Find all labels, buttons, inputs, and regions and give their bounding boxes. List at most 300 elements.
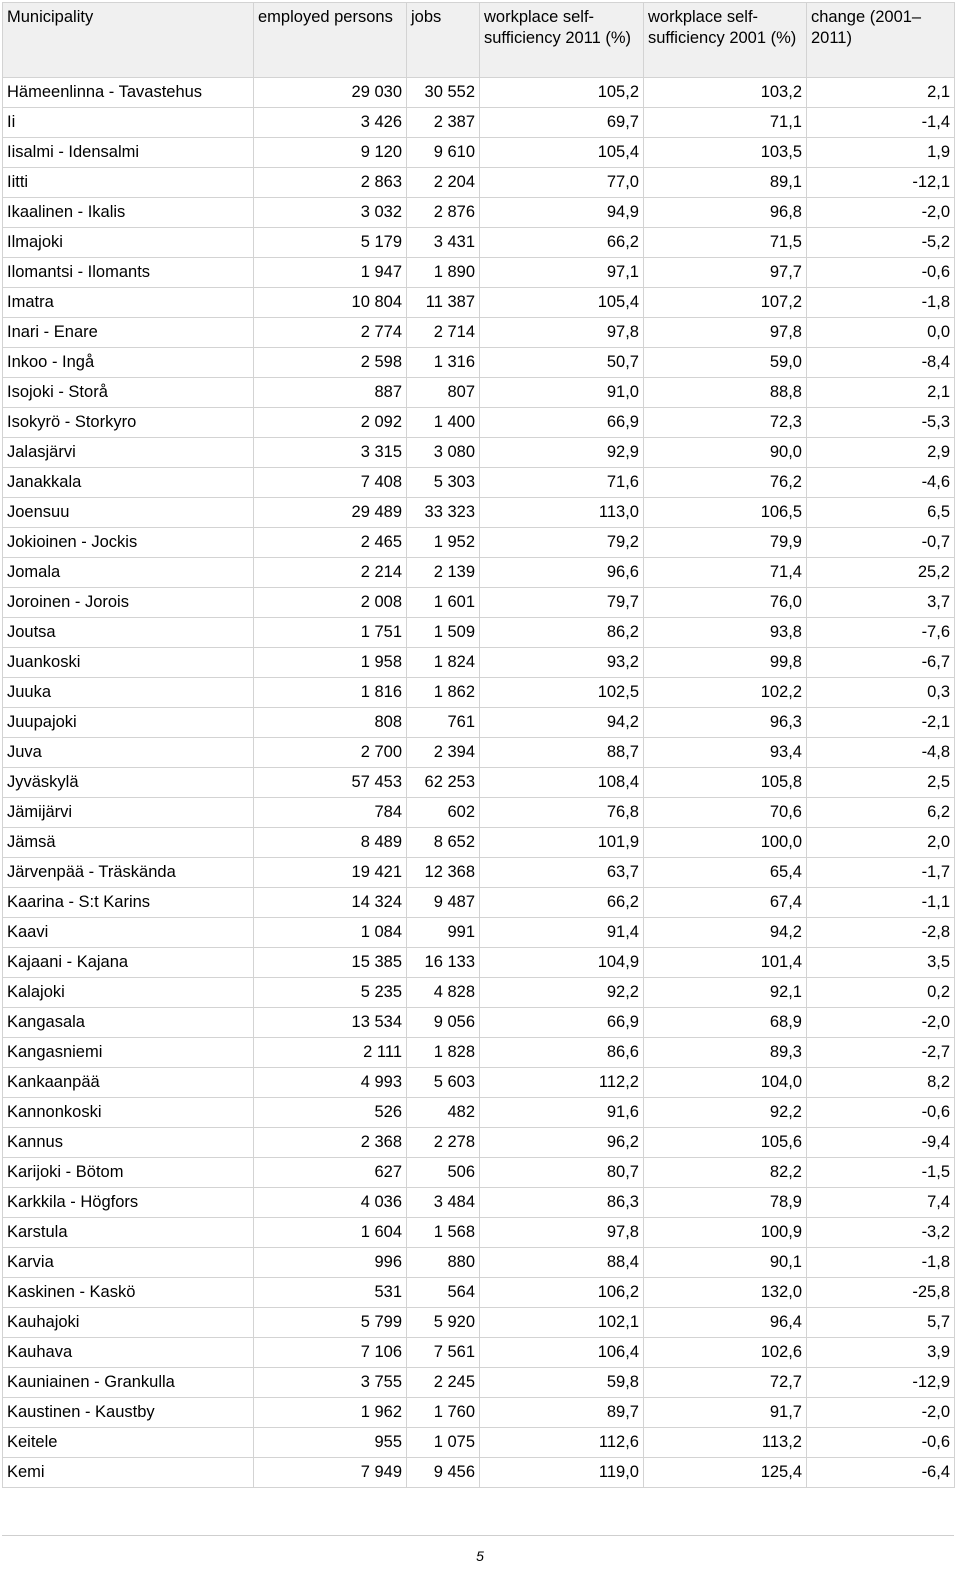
self-sufficiency-2011-cell: 91,0 bbox=[480, 378, 644, 408]
change-cell: 7,4 bbox=[807, 1188, 955, 1218]
municipality-cell: Jyväskylä bbox=[3, 768, 254, 798]
employed-persons-cell: 4 036 bbox=[254, 1188, 407, 1218]
municipality-cell: Kemi bbox=[3, 1458, 254, 1488]
table-row bbox=[3, 1218, 955, 1248]
table-row bbox=[3, 1188, 955, 1218]
employed-persons-cell: 5 179 bbox=[254, 228, 407, 258]
jobs-cell: 506 bbox=[407, 1158, 480, 1188]
self-sufficiency-2011-cell: 97,8 bbox=[480, 1218, 644, 1248]
table-row bbox=[3, 138, 955, 168]
municipality-cell: Kauhava bbox=[3, 1338, 254, 1368]
jobs-cell: 1 509 bbox=[407, 618, 480, 648]
self-sufficiency-2011-cell: 93,2 bbox=[480, 648, 644, 678]
self-sufficiency-2011-cell: 66,9 bbox=[480, 408, 644, 438]
jobs-cell: 4 828 bbox=[407, 978, 480, 1008]
header-self-sufficiency-2001: workplace self-sufficiency 2001 (%) bbox=[644, 3, 807, 78]
table-row bbox=[3, 438, 955, 468]
employed-persons-cell: 15 385 bbox=[254, 948, 407, 978]
self-sufficiency-2011-cell: 102,1 bbox=[480, 1308, 644, 1338]
change-cell: -0,6 bbox=[807, 258, 955, 288]
jobs-cell: 2 139 bbox=[407, 558, 480, 588]
employed-persons-cell: 14 324 bbox=[254, 888, 407, 918]
change-cell: 1,9 bbox=[807, 138, 955, 168]
change-cell: -1,8 bbox=[807, 288, 955, 318]
self-sufficiency-2001-cell: 92,2 bbox=[644, 1098, 807, 1128]
change-cell: 2,1 bbox=[807, 378, 955, 408]
change-cell: -5,3 bbox=[807, 408, 955, 438]
change-cell: 3,5 bbox=[807, 948, 955, 978]
employed-persons-cell: 8 489 bbox=[254, 828, 407, 858]
municipality-cell: Janakkala bbox=[3, 468, 254, 498]
employed-persons-cell: 2 465 bbox=[254, 528, 407, 558]
self-sufficiency-2001-cell: 93,8 bbox=[644, 618, 807, 648]
municipality-cell: Jämsä bbox=[3, 828, 254, 858]
change-cell: -2,0 bbox=[807, 1398, 955, 1428]
municipality-cell: Kalajoki bbox=[3, 978, 254, 1008]
employed-persons-cell: 1 084 bbox=[254, 918, 407, 948]
municipality-cell: Inari - Enare bbox=[3, 318, 254, 348]
employed-persons-cell: 19 421 bbox=[254, 858, 407, 888]
employed-persons-cell: 7 408 bbox=[254, 468, 407, 498]
employed-persons-cell: 1 816 bbox=[254, 678, 407, 708]
table-row bbox=[3, 708, 955, 738]
self-sufficiency-2001-cell: 94,2 bbox=[644, 918, 807, 948]
employed-persons-cell: 531 bbox=[254, 1278, 407, 1308]
change-cell: 2,1 bbox=[807, 78, 955, 108]
self-sufficiency-2001-cell: 107,2 bbox=[644, 288, 807, 318]
self-sufficiency-2011-cell: 50,7 bbox=[480, 348, 644, 378]
table-row bbox=[3, 1248, 955, 1278]
self-sufficiency-2001-cell: 102,2 bbox=[644, 678, 807, 708]
employed-persons-cell: 57 453 bbox=[254, 768, 407, 798]
municipality-cell: Kaustinen - Kaustby bbox=[3, 1398, 254, 1428]
municipality-cell: Karvia bbox=[3, 1248, 254, 1278]
jobs-cell: 11 387 bbox=[407, 288, 480, 318]
self-sufficiency-2001-cell: 101,4 bbox=[644, 948, 807, 978]
jobs-cell: 1 828 bbox=[407, 1038, 480, 1068]
change-cell: -4,8 bbox=[807, 738, 955, 768]
self-sufficiency-2011-cell: 97,1 bbox=[480, 258, 644, 288]
self-sufficiency-2001-cell: 91,7 bbox=[644, 1398, 807, 1428]
table-row bbox=[3, 1038, 955, 1068]
employed-persons-cell: 808 bbox=[254, 708, 407, 738]
employed-persons-cell: 29 489 bbox=[254, 498, 407, 528]
self-sufficiency-2001-cell: 105,6 bbox=[644, 1128, 807, 1158]
self-sufficiency-2011-cell: 101,9 bbox=[480, 828, 644, 858]
table-row bbox=[3, 498, 955, 528]
change-cell: -1,5 bbox=[807, 1158, 955, 1188]
self-sufficiency-2011-cell: 79,2 bbox=[480, 528, 644, 558]
jobs-cell: 30 552 bbox=[407, 78, 480, 108]
municipality-cell: Isokyrö - Storkyro bbox=[3, 408, 254, 438]
self-sufficiency-2011-cell: 97,8 bbox=[480, 318, 644, 348]
jobs-cell: 2 278 bbox=[407, 1128, 480, 1158]
self-sufficiency-2011-cell: 119,0 bbox=[480, 1458, 644, 1488]
self-sufficiency-2011-cell: 94,2 bbox=[480, 708, 644, 738]
self-sufficiency-2001-cell: 103,5 bbox=[644, 138, 807, 168]
jobs-cell: 12 368 bbox=[407, 858, 480, 888]
table-row bbox=[3, 558, 955, 588]
self-sufficiency-2011-cell: 71,6 bbox=[480, 468, 644, 498]
jobs-cell: 8 652 bbox=[407, 828, 480, 858]
jobs-cell: 5 920 bbox=[407, 1308, 480, 1338]
self-sufficiency-2011-cell: 66,2 bbox=[480, 228, 644, 258]
self-sufficiency-2001-cell: 88,8 bbox=[644, 378, 807, 408]
jobs-cell: 991 bbox=[407, 918, 480, 948]
municipality-cell: Iitti bbox=[3, 168, 254, 198]
header-municipality: Municipality bbox=[3, 3, 254, 78]
change-cell: -1,8 bbox=[807, 1248, 955, 1278]
employed-persons-cell: 2 700 bbox=[254, 738, 407, 768]
self-sufficiency-2001-cell: 65,4 bbox=[644, 858, 807, 888]
jobs-cell: 880 bbox=[407, 1248, 480, 1278]
change-cell: 2,9 bbox=[807, 438, 955, 468]
municipality-cell: Juuka bbox=[3, 678, 254, 708]
change-cell: -8,4 bbox=[807, 348, 955, 378]
self-sufficiency-2001-cell: 96,8 bbox=[644, 198, 807, 228]
self-sufficiency-2011-cell: 105,4 bbox=[480, 288, 644, 318]
table-row bbox=[3, 168, 955, 198]
municipality-cell: Kauniainen - Grankulla bbox=[3, 1368, 254, 1398]
employed-persons-cell: 1 751 bbox=[254, 618, 407, 648]
municipality-cell: Jalasjärvi bbox=[3, 438, 254, 468]
table-row bbox=[3, 588, 955, 618]
self-sufficiency-2001-cell: 100,0 bbox=[644, 828, 807, 858]
table-row bbox=[3, 678, 955, 708]
municipality-cell: Juupajoki bbox=[3, 708, 254, 738]
change-cell: 25,2 bbox=[807, 558, 955, 588]
change-cell: 2,0 bbox=[807, 828, 955, 858]
table-row bbox=[3, 288, 955, 318]
employed-persons-cell: 9 120 bbox=[254, 138, 407, 168]
employed-persons-cell: 1 947 bbox=[254, 258, 407, 288]
self-sufficiency-2001-cell: 97,8 bbox=[644, 318, 807, 348]
self-sufficiency-2001-cell: 96,4 bbox=[644, 1308, 807, 1338]
jobs-cell: 807 bbox=[407, 378, 480, 408]
table-row bbox=[3, 78, 955, 108]
employed-persons-cell: 3 032 bbox=[254, 198, 407, 228]
jobs-cell: 1 316 bbox=[407, 348, 480, 378]
municipality-cell: Joensuu bbox=[3, 498, 254, 528]
self-sufficiency-2011-cell: 86,3 bbox=[480, 1188, 644, 1218]
jobs-cell: 9 610 bbox=[407, 138, 480, 168]
municipality-cell: Joroinen - Jorois bbox=[3, 588, 254, 618]
employed-persons-cell: 5 235 bbox=[254, 978, 407, 1008]
header-jobs: jobs bbox=[407, 3, 480, 78]
change-cell: 6,2 bbox=[807, 798, 955, 828]
municipality-cell: Jokioinen - Jockis bbox=[3, 528, 254, 558]
change-cell: -6,4 bbox=[807, 1458, 955, 1488]
jobs-cell: 1 400 bbox=[407, 408, 480, 438]
municipality-cell: Iisalmi - Idensalmi bbox=[3, 138, 254, 168]
table-row bbox=[3, 1158, 955, 1188]
self-sufficiency-2001-cell: 71,1 bbox=[644, 108, 807, 138]
table-row bbox=[3, 1128, 955, 1158]
municipality-cell: Ii bbox=[3, 108, 254, 138]
employed-persons-cell: 3 426 bbox=[254, 108, 407, 138]
self-sufficiency-2001-cell: 72,3 bbox=[644, 408, 807, 438]
self-sufficiency-2011-cell: 106,2 bbox=[480, 1278, 644, 1308]
employed-persons-cell: 2 092 bbox=[254, 408, 407, 438]
municipality-cell: Kannus bbox=[3, 1128, 254, 1158]
self-sufficiency-2001-cell: 68,9 bbox=[644, 1008, 807, 1038]
table-row bbox=[3, 918, 955, 948]
jobs-cell: 7 561 bbox=[407, 1338, 480, 1368]
table-row bbox=[3, 408, 955, 438]
header-change: change (2001–2011) bbox=[807, 3, 955, 78]
jobs-cell: 1 601 bbox=[407, 588, 480, 618]
table-row bbox=[3, 108, 955, 138]
self-sufficiency-2011-cell: 112,2 bbox=[480, 1068, 644, 1098]
jobs-cell: 1 075 bbox=[407, 1428, 480, 1458]
table-row bbox=[3, 978, 955, 1008]
change-cell: -4,6 bbox=[807, 468, 955, 498]
municipality-cell: Kaskinen - Kaskö bbox=[3, 1278, 254, 1308]
self-sufficiency-2001-cell: 99,8 bbox=[644, 648, 807, 678]
municipality-cell: Kaarina - S:t Karins bbox=[3, 888, 254, 918]
table-row bbox=[3, 1398, 955, 1428]
jobs-cell: 602 bbox=[407, 798, 480, 828]
municipality-cell: Kangasala bbox=[3, 1008, 254, 1038]
self-sufficiency-2011-cell: 88,4 bbox=[480, 1248, 644, 1278]
table-row bbox=[3, 1098, 955, 1128]
change-cell: -2,7 bbox=[807, 1038, 955, 1068]
change-cell: -1,4 bbox=[807, 108, 955, 138]
employed-persons-cell: 955 bbox=[254, 1428, 407, 1458]
municipality-cell: Karkkila - Högfors bbox=[3, 1188, 254, 1218]
employed-persons-cell: 2 774 bbox=[254, 318, 407, 348]
self-sufficiency-2001-cell: 70,6 bbox=[644, 798, 807, 828]
table-row bbox=[3, 228, 955, 258]
self-sufficiency-2011-cell: 89,7 bbox=[480, 1398, 644, 1428]
table-row bbox=[3, 1428, 955, 1458]
change-cell: -25,8 bbox=[807, 1278, 955, 1308]
change-cell: -1,7 bbox=[807, 858, 955, 888]
self-sufficiency-2001-cell: 71,4 bbox=[644, 558, 807, 588]
self-sufficiency-2011-cell: 94,9 bbox=[480, 198, 644, 228]
employed-persons-cell: 887 bbox=[254, 378, 407, 408]
header-row bbox=[3, 3, 955, 78]
employed-persons-cell: 29 030 bbox=[254, 78, 407, 108]
change-cell: -3,2 bbox=[807, 1218, 955, 1248]
table-row bbox=[3, 378, 955, 408]
municipality-cell: Juva bbox=[3, 738, 254, 768]
table-row bbox=[3, 468, 955, 498]
employed-persons-cell: 2 863 bbox=[254, 168, 407, 198]
employed-persons-cell: 3 315 bbox=[254, 438, 407, 468]
municipality-cell: Keitele bbox=[3, 1428, 254, 1458]
change-cell: 0,2 bbox=[807, 978, 955, 1008]
self-sufficiency-2001-cell: 103,2 bbox=[644, 78, 807, 108]
jobs-cell: 1 824 bbox=[407, 648, 480, 678]
jobs-cell: 2 714 bbox=[407, 318, 480, 348]
change-cell: -2,0 bbox=[807, 198, 955, 228]
self-sufficiency-2011-cell: 79,7 bbox=[480, 588, 644, 618]
table-row bbox=[3, 738, 955, 768]
change-cell: 0,0 bbox=[807, 318, 955, 348]
jobs-cell: 2 387 bbox=[407, 108, 480, 138]
jobs-cell: 9 056 bbox=[407, 1008, 480, 1038]
self-sufficiency-2011-cell: 96,2 bbox=[480, 1128, 644, 1158]
change-cell: 8,2 bbox=[807, 1068, 955, 1098]
self-sufficiency-2011-cell: 86,6 bbox=[480, 1038, 644, 1068]
employed-persons-cell: 13 534 bbox=[254, 1008, 407, 1038]
employed-persons-cell: 1 958 bbox=[254, 648, 407, 678]
municipality-cell: Kannonkoski bbox=[3, 1098, 254, 1128]
employed-persons-cell: 2 008 bbox=[254, 588, 407, 618]
change-cell: 3,9 bbox=[807, 1338, 955, 1368]
jobs-cell: 761 bbox=[407, 708, 480, 738]
jobs-cell: 62 253 bbox=[407, 768, 480, 798]
self-sufficiency-2011-cell: 92,2 bbox=[480, 978, 644, 1008]
table-row bbox=[3, 888, 955, 918]
employed-persons-cell: 2 214 bbox=[254, 558, 407, 588]
jobs-cell: 2 204 bbox=[407, 168, 480, 198]
employed-persons-cell: 1 962 bbox=[254, 1398, 407, 1428]
self-sufficiency-2001-cell: 100,9 bbox=[644, 1218, 807, 1248]
jobs-cell: 3 431 bbox=[407, 228, 480, 258]
change-cell: -6,7 bbox=[807, 648, 955, 678]
municipality-cell: Ikaalinen - Ikalis bbox=[3, 198, 254, 228]
employed-persons-cell: 784 bbox=[254, 798, 407, 828]
jobs-cell: 1 568 bbox=[407, 1218, 480, 1248]
change-cell: -2,0 bbox=[807, 1008, 955, 1038]
municipality-cell: Ilmajoki bbox=[3, 228, 254, 258]
table-row bbox=[3, 1458, 955, 1488]
self-sufficiency-2001-cell: 76,2 bbox=[644, 468, 807, 498]
self-sufficiency-2001-cell: 132,0 bbox=[644, 1278, 807, 1308]
self-sufficiency-2011-cell: 66,9 bbox=[480, 1008, 644, 1038]
municipality-cell: Isojoki - Storå bbox=[3, 378, 254, 408]
municipality-cell: Hämeenlinna - Tavastehus bbox=[3, 78, 254, 108]
table-row bbox=[3, 528, 955, 558]
employed-persons-cell: 5 799 bbox=[254, 1308, 407, 1338]
change-cell: -0,6 bbox=[807, 1098, 955, 1128]
self-sufficiency-2001-cell: 90,0 bbox=[644, 438, 807, 468]
self-sufficiency-2001-cell: 71,5 bbox=[644, 228, 807, 258]
table-row bbox=[3, 258, 955, 288]
municipality-cell: Ilomantsi - Ilomants bbox=[3, 258, 254, 288]
self-sufficiency-2011-cell: 59,8 bbox=[480, 1368, 644, 1398]
self-sufficiency-2001-cell: 59,0 bbox=[644, 348, 807, 378]
self-sufficiency-2001-cell: 104,0 bbox=[644, 1068, 807, 1098]
self-sufficiency-2011-cell: 63,7 bbox=[480, 858, 644, 888]
municipality-cell: Kaavi bbox=[3, 918, 254, 948]
change-cell: -7,6 bbox=[807, 618, 955, 648]
change-cell: -5,2 bbox=[807, 228, 955, 258]
municipality-cell: Juankoski bbox=[3, 648, 254, 678]
table-row bbox=[3, 1278, 955, 1308]
self-sufficiency-2001-cell: 76,0 bbox=[644, 588, 807, 618]
employed-persons-cell: 10 804 bbox=[254, 288, 407, 318]
self-sufficiency-2011-cell: 96,6 bbox=[480, 558, 644, 588]
municipality-cell: Jomala bbox=[3, 558, 254, 588]
self-sufficiency-2001-cell: 72,7 bbox=[644, 1368, 807, 1398]
employed-persons-cell: 7 106 bbox=[254, 1338, 407, 1368]
self-sufficiency-2001-cell: 79,9 bbox=[644, 528, 807, 558]
self-sufficiency-2001-cell: 106,5 bbox=[644, 498, 807, 528]
table-row bbox=[3, 768, 955, 798]
municipality-cell: Kajaani - Kajana bbox=[3, 948, 254, 978]
jobs-cell: 3 484 bbox=[407, 1188, 480, 1218]
municipality-cell: Järvenpää - Träskända bbox=[3, 858, 254, 888]
change-cell: 2,5 bbox=[807, 768, 955, 798]
page-number: 5 bbox=[476, 1548, 484, 1564]
table-row bbox=[3, 948, 955, 978]
self-sufficiency-2001-cell: 102,6 bbox=[644, 1338, 807, 1368]
change-cell: 3,7 bbox=[807, 588, 955, 618]
employed-persons-cell: 4 993 bbox=[254, 1068, 407, 1098]
self-sufficiency-2011-cell: 112,6 bbox=[480, 1428, 644, 1458]
jobs-cell: 5 303 bbox=[407, 468, 480, 498]
table-row bbox=[3, 348, 955, 378]
self-sufficiency-2011-cell: 104,9 bbox=[480, 948, 644, 978]
self-sufficiency-2001-cell: 89,3 bbox=[644, 1038, 807, 1068]
change-cell: -9,4 bbox=[807, 1128, 955, 1158]
jobs-cell: 2 245 bbox=[407, 1368, 480, 1398]
change-cell: -1,1 bbox=[807, 888, 955, 918]
jobs-cell: 2 394 bbox=[407, 738, 480, 768]
self-sufficiency-2011-cell: 91,4 bbox=[480, 918, 644, 948]
jobs-cell: 16 133 bbox=[407, 948, 480, 978]
self-sufficiency-2011-cell: 66,2 bbox=[480, 888, 644, 918]
self-sufficiency-2001-cell: 97,7 bbox=[644, 258, 807, 288]
municipality-cell: Karijoki - Bötom bbox=[3, 1158, 254, 1188]
self-sufficiency-2011-cell: 106,4 bbox=[480, 1338, 644, 1368]
self-sufficiency-2001-cell: 125,4 bbox=[644, 1458, 807, 1488]
municipality-cell: Karstula bbox=[3, 1218, 254, 1248]
table-body bbox=[3, 78, 955, 1488]
employed-persons-cell: 2 598 bbox=[254, 348, 407, 378]
jobs-cell: 1 952 bbox=[407, 528, 480, 558]
table-row bbox=[3, 618, 955, 648]
employed-persons-cell: 627 bbox=[254, 1158, 407, 1188]
municipality-table bbox=[2, 2, 955, 1488]
self-sufficiency-2001-cell: 93,4 bbox=[644, 738, 807, 768]
self-sufficiency-2001-cell: 105,8 bbox=[644, 768, 807, 798]
jobs-cell: 1 760 bbox=[407, 1398, 480, 1428]
change-cell: -12,1 bbox=[807, 168, 955, 198]
jobs-cell: 9 456 bbox=[407, 1458, 480, 1488]
header-self-sufficiency-2011: workplace self-sufficiency 2011 (%) bbox=[480, 3, 644, 78]
self-sufficiency-2001-cell: 96,3 bbox=[644, 708, 807, 738]
employed-persons-cell: 1 604 bbox=[254, 1218, 407, 1248]
table-row bbox=[3, 318, 955, 348]
jobs-cell: 1 862 bbox=[407, 678, 480, 708]
table-row bbox=[3, 858, 955, 888]
table-row bbox=[3, 648, 955, 678]
change-cell: -0,7 bbox=[807, 528, 955, 558]
table-row bbox=[3, 798, 955, 828]
change-cell: 6,5 bbox=[807, 498, 955, 528]
jobs-cell: 482 bbox=[407, 1098, 480, 1128]
self-sufficiency-2011-cell: 76,8 bbox=[480, 798, 644, 828]
municipality-cell: Kankaanpää bbox=[3, 1068, 254, 1098]
municipality-cell: Kangasniemi bbox=[3, 1038, 254, 1068]
self-sufficiency-2011-cell: 102,5 bbox=[480, 678, 644, 708]
change-cell: -2,1 bbox=[807, 708, 955, 738]
self-sufficiency-2011-cell: 92,9 bbox=[480, 438, 644, 468]
employed-persons-cell: 2 368 bbox=[254, 1128, 407, 1158]
table-row bbox=[3, 1008, 955, 1038]
table-row bbox=[3, 198, 955, 228]
self-sufficiency-2011-cell: 88,7 bbox=[480, 738, 644, 768]
change-cell: -0,6 bbox=[807, 1428, 955, 1458]
change-cell: -2,8 bbox=[807, 918, 955, 948]
self-sufficiency-2001-cell: 67,4 bbox=[644, 888, 807, 918]
footer-rule bbox=[2, 1535, 954, 1536]
jobs-cell: 33 323 bbox=[407, 498, 480, 528]
